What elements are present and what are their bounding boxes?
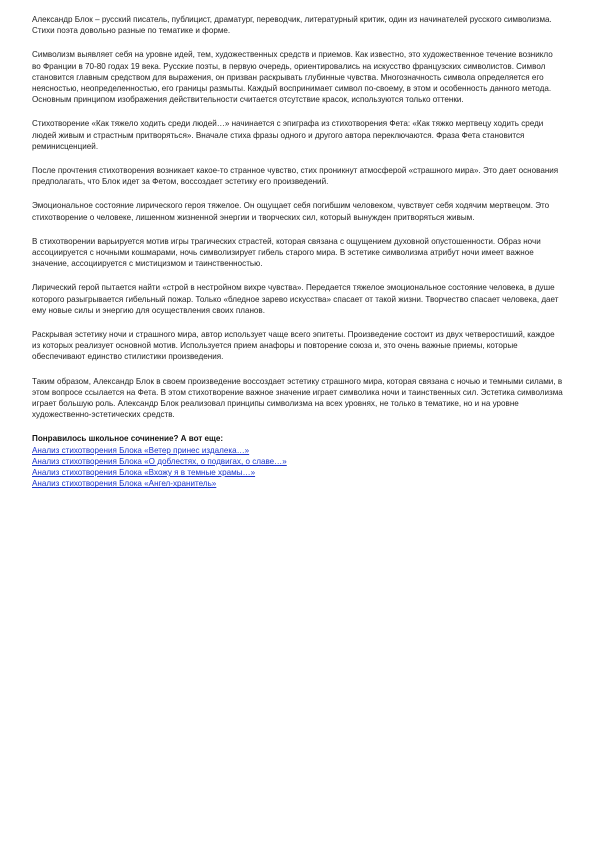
paragraph-impression: После прочтения стихотворения возникает какое-то странное чувство, стих проникнут атмосферой «страшного мира». Это дает основания предполагать, что Блок идет за Фетом, воссоздает эстетику его произведений. <box>32 166 559 187</box>
more-essays-list <box>32 445 563 490</box>
paragraph-symbolism: Символизм выявляет себя на уровне идей, тем, художественных средств и приемов. Как известно, это художественное течение возникло во Франции в 70-80 годах 19 века. Русские поэты, в первую очередь, ориентировались на искусство французских символистов. Символ становится главным средством для выражения, он призван раскрывать глубинные чувства. Многозначность символа определяется его неясностью, неопределенностью, его границы размыты. Каждый воспринимает символ по-своему, в этом и особенность данного метода. Основным принципом изображения действительности считается отсутствие красок, используются только оттенки. <box>32 50 553 105</box>
more-essays-heading: Понравилось школьное сочинение? А вот еще: <box>32 434 224 444</box>
essay-link-o-doblestyah[interactable]: Анализ стихотворения Блока «О доблестях, о подвигах, о славе…» <box>32 456 287 466</box>
paragraph-hero-state: Эмоциональное состояние лирического героя тяжелое. Он ощущает себя погибшим человеком, чувствует себя ходячим мертвецом. Это стихотворение о человеке, лишенном жизненной энергии и творческих сил, который вынужден притворяться живым. <box>32 201 550 222</box>
paragraph-intro: Александр Блок – русский писатель, публицист, драматург, переводчик, литературный критик, один из начинателей русского символизма. Стихи поэта довольно разные по тематике и форме. <box>32 15 552 36</box>
document-page <box>32 14 563 490</box>
paragraph-art-saves: Лирический герой пытается найти «строй в нестройном вихре чувства». Передается тяжелое эмоциональное состояние человека, в душе которого разыгрывается гибельный пожар. Только «бледное зарево искусства» спасает от такой жизни. Творчество спасает человека, дает ему новые силы и энергию для осуществления своих планов. <box>32 283 559 315</box>
essay-link-veter[interactable]: Анализ стихотворения Блока «Ветер принес издалека…» <box>32 445 250 455</box>
paragraph-epigraph: Стихотворение «Как тяжело ходить среди людей…» начинается с эпиграфа из стихотворения Фета: «Как тяжко мертвецу ходить среди людей живым и страстным притворяться». Вначале стиха фразы одного и другого автора переключаются. Фраза Фета становится реминисценцией. <box>32 119 544 151</box>
list-item <box>32 445 563 456</box>
paragraph-night-motif: В стихотворении варьируется мотив игры трагических страстей, которая связана с ощущением духовной опустошенности. Образ ночи ассоциируется с ночными кошмарами, ночь символизирует гибель старого мира. В эстетике символизма атрибут ночи имеет важное значение, ассоциируется с мистицизмом и таинственностью. <box>32 236 541 269</box>
paragraph-conclusion: Таким образом, Александр Блок в своем произведение воссоздает эстетику страшного мира, которая связана с ночью и темными силами, в этом вопросе ссылается на Фета. В этом стихотворение важное значение играет символика ночи и таинственных сил. Эстетика символизма играет большую роль. Александр Блок реализовал принципы символизма на всех уровнях, не только в тематике, но и на уровне художественно-эстетических средств. <box>32 376 563 420</box>
list-item <box>32 467 563 478</box>
paragraph-devices: Раскрывая эстетику ночи и страшного мира, автор использует чаще всего эпитеты. Произведение состоит из двух четверостиший, каждое из которых реализует основной мотив. Используется прием анафоры и повторение союза и, это очень важные приемы, которые обеспечивают единство стилистики произведения. <box>32 330 555 362</box>
list-item <box>32 478 563 489</box>
essay-link-angel[interactable]: Анализ стихотворения Блока «Ангел-хранитель» <box>32 479 217 489</box>
list-item <box>32 456 563 467</box>
essay-link-vhozhu[interactable]: Анализ стихотворения Блока «Вхожу я в темные храмы…» <box>32 468 256 478</box>
